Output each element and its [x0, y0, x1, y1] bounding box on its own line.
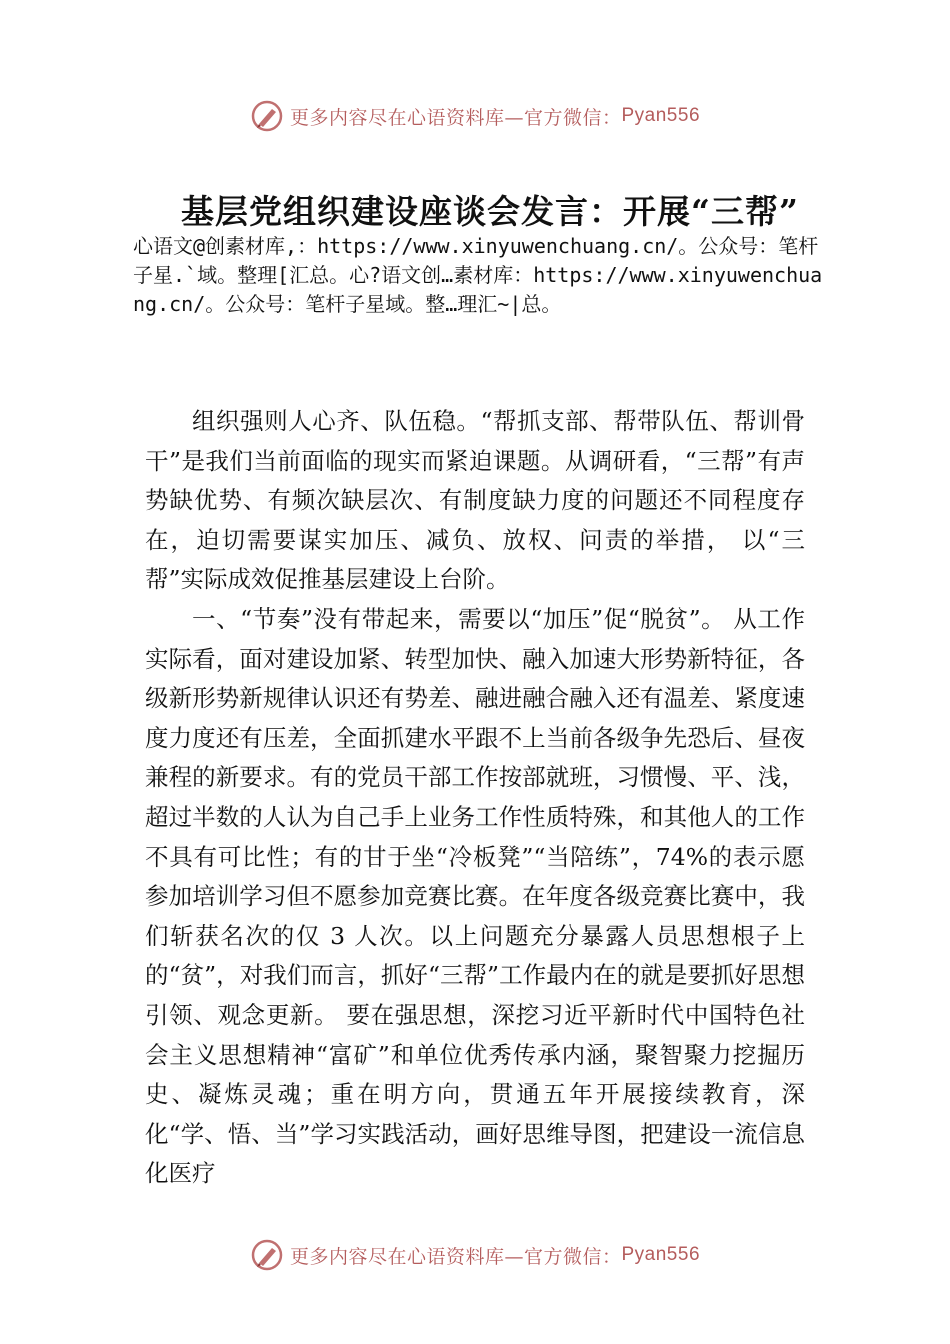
paragraph: 组织强则人心齐、队伍稳。“帮抓支部、帮带队伍、帮训骨干”是我们当前面临的现实而紧迫课题。从调研看，“三帮”有声势缺优势、有频次缺层次、有制度缺力度的问题还不同程度存在，迫切需要谋实加压、减负、放权、问责的举措， 以“三帮”实际成效促推基层建设上台阶。: [145, 407, 805, 594]
pen-logo-icon: [250, 1238, 284, 1272]
watermark-banner-bottom: [0, 1235, 950, 1275]
document-title: 基层党组织建设座谈会发言：开展“三帮”: [181, 192, 799, 231]
watermark-banner-top: [0, 96, 950, 136]
document-body: [145, 402, 805, 1194]
watermark-text: 更多内容尽在心语资料库—官方微信：: [289, 1245, 622, 1268]
source-note: 心语文@创素材库,：https://www.xinyuwenchuang.cn/。公众号：笔杆子星.`域。整理[汇总。心?语文创…素材库：https://www.xinyuwenchuang.cn/。公众号：笔杆子星域。整…理汇~|总。: [133, 234, 823, 316]
watermark-text: 更多内容尽在心语资料库—官方微信：: [289, 106, 622, 129]
pen-logo-icon: [250, 99, 284, 133]
watermark-wechat-id: Pyan556: [621, 105, 701, 126]
paragraph: 一、“节奏”没有带起来，需要以“加压”促“脱贫”。 从工作实际看，面对建设加紧、转型加快、融入加速大形势新特征，各级新形势新规律认识还有势差、融进融合融入还有温差、紧度速度力度还有压差，全面抓建水平跟不上当前各级争先恐后、昼夜兼程的新要求。有的党员干部工作按部就班，习惯慢、平、浅，超过半数的人认为自己手上业务工作性质特殊，和其他人的工作不具有可比性；有的甘于坐“冷板凳”“当陪练”，74%的表示愿参加培训学习但不愿参加竞赛比赛。在年度各级竞赛比赛中，我们斩获名次的仅 3 人次。以上问题充分暴露人员思想根子上的“贫”，对我们而言，抓好“三帮”工作最内在的就是要抓好思想引领、观念更新。 要在强思想，深挖习近平新时代中国特色社会主义思想精神“富矿”和单位优秀传承内涵，聚智聚力挖掘历史、凝炼灵魂；重在明方向，贯通五年开展接续教育，深化“学、悟、当”学习实践活动，画好思维导图，把建设一流信息化医疗: [145, 604, 805, 1188]
watermark-wechat-id: Pyan556: [621, 1244, 701, 1265]
